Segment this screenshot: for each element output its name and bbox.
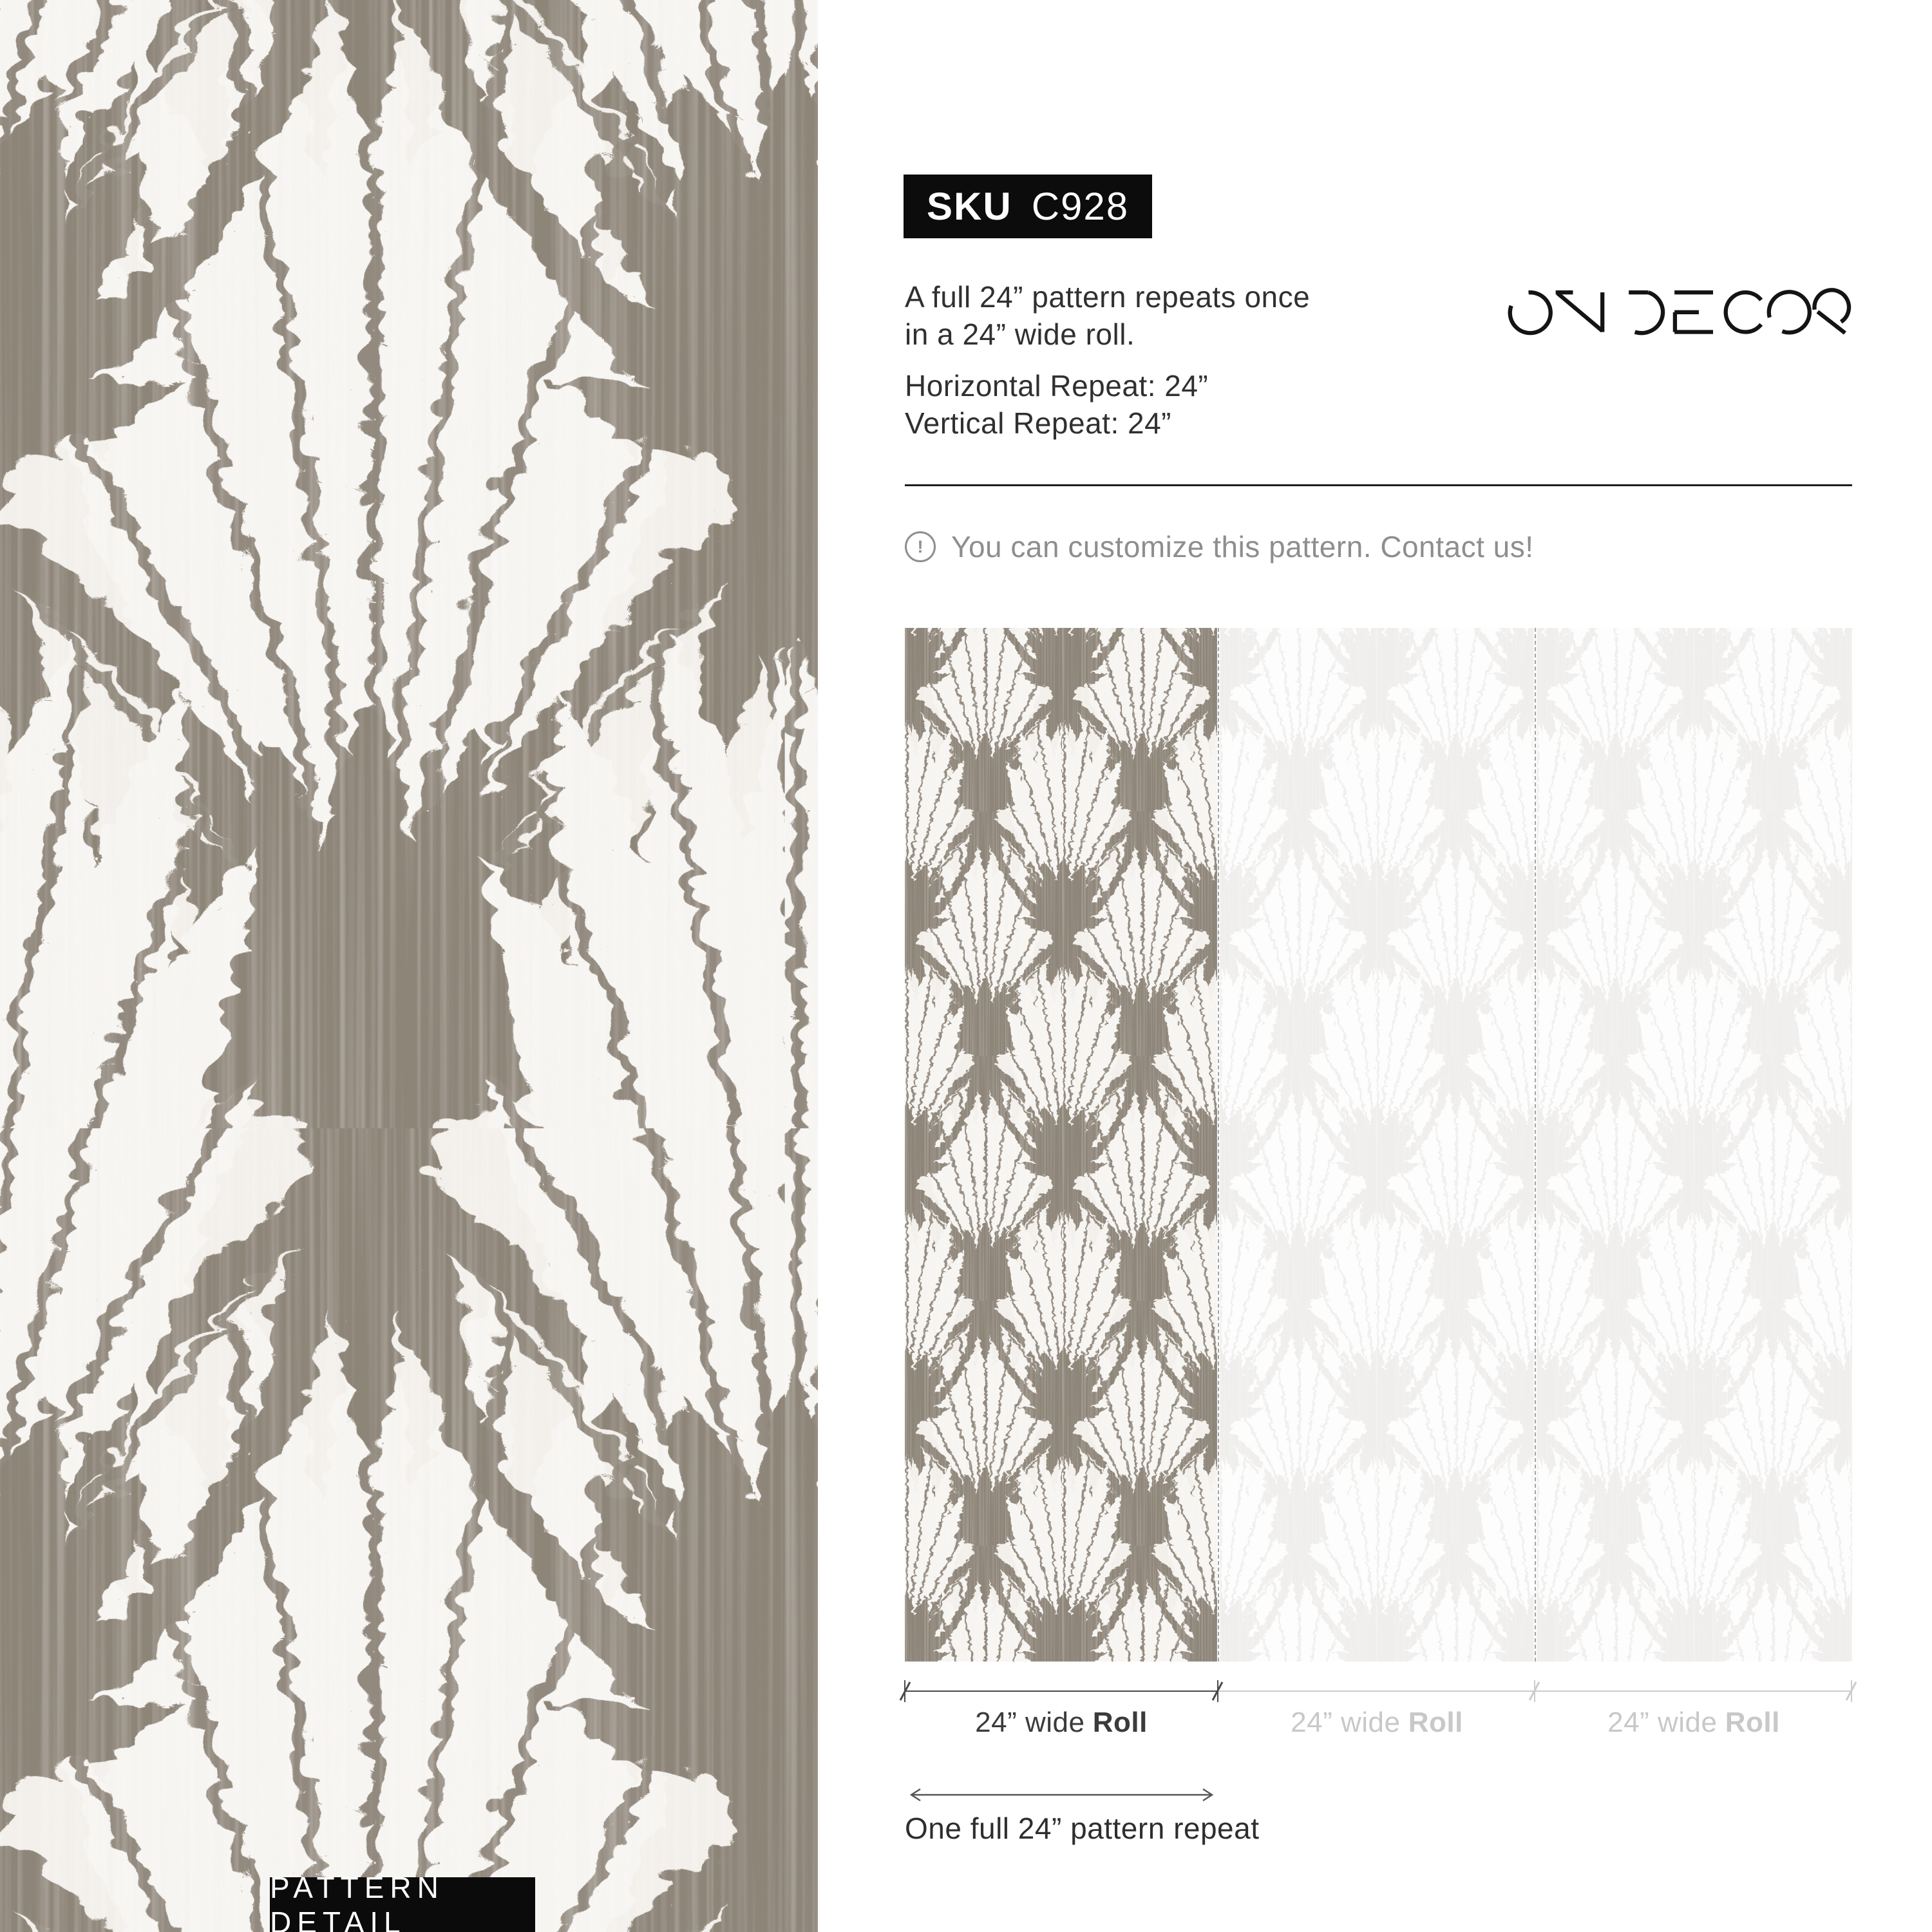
roll-cut-line-2 — [1534, 628, 1537, 1662]
roll-width-measure-1 — [905, 1680, 1218, 1702]
roll-preview-3 — [1535, 628, 1852, 1662]
pattern-repeat-caption: One full 24” pattern repeat — [905, 1812, 1260, 1845]
divider-line — [905, 484, 1852, 486]
pattern-detail-label: PATTERN DETAIL — [270, 1870, 444, 1932]
roll-previews — [905, 628, 1852, 1662]
pattern-detail-art — [0, 0, 818, 1932]
roll-preview-2 — [1218, 628, 1535, 1662]
pattern-detail-badge — [270, 1870, 535, 1932]
pattern-repeat-arrow — [905, 1785, 1218, 1804]
ondecor-logo — [1507, 282, 1852, 341]
pattern-detail-image — [0, 0, 818, 1932]
pattern-description — [905, 278, 1310, 353]
sku-badge — [904, 175, 1152, 238]
vertical-repeat: Vertical Repeat: 24” — [905, 406, 1172, 440]
roll-width-label-1: 24” wide Roll — [975, 1707, 1148, 1738]
description-line-2: in a 24” wide roll. — [905, 317, 1135, 351]
roll-width-label-3: 24” wide Roll — [1607, 1707, 1780, 1738]
sku-value: C928 — [1031, 185, 1130, 228]
roll-preview-1 — [905, 628, 1218, 1662]
info-icon: ! — [905, 531, 936, 562]
customize-note-text[interactable]: You can customize this pattern. Contact us! — [951, 530, 1534, 564]
sku-label: SKU — [927, 185, 1012, 228]
roll-width-label-2: 24” wide Roll — [1291, 1707, 1463, 1738]
horizontal-repeat: Horizontal Repeat: 24” — [905, 369, 1209, 402]
roll-width-measure-2 — [1218, 1680, 1535, 1702]
roll-cut-line-1 — [1217, 628, 1220, 1662]
description-line-1: A full 24” pattern repeats once — [905, 280, 1311, 314]
repeat-specs — [905, 367, 1208, 442]
customize-note — [905, 529, 1534, 564]
roll-width-measure-3 — [1535, 1680, 1852, 1702]
